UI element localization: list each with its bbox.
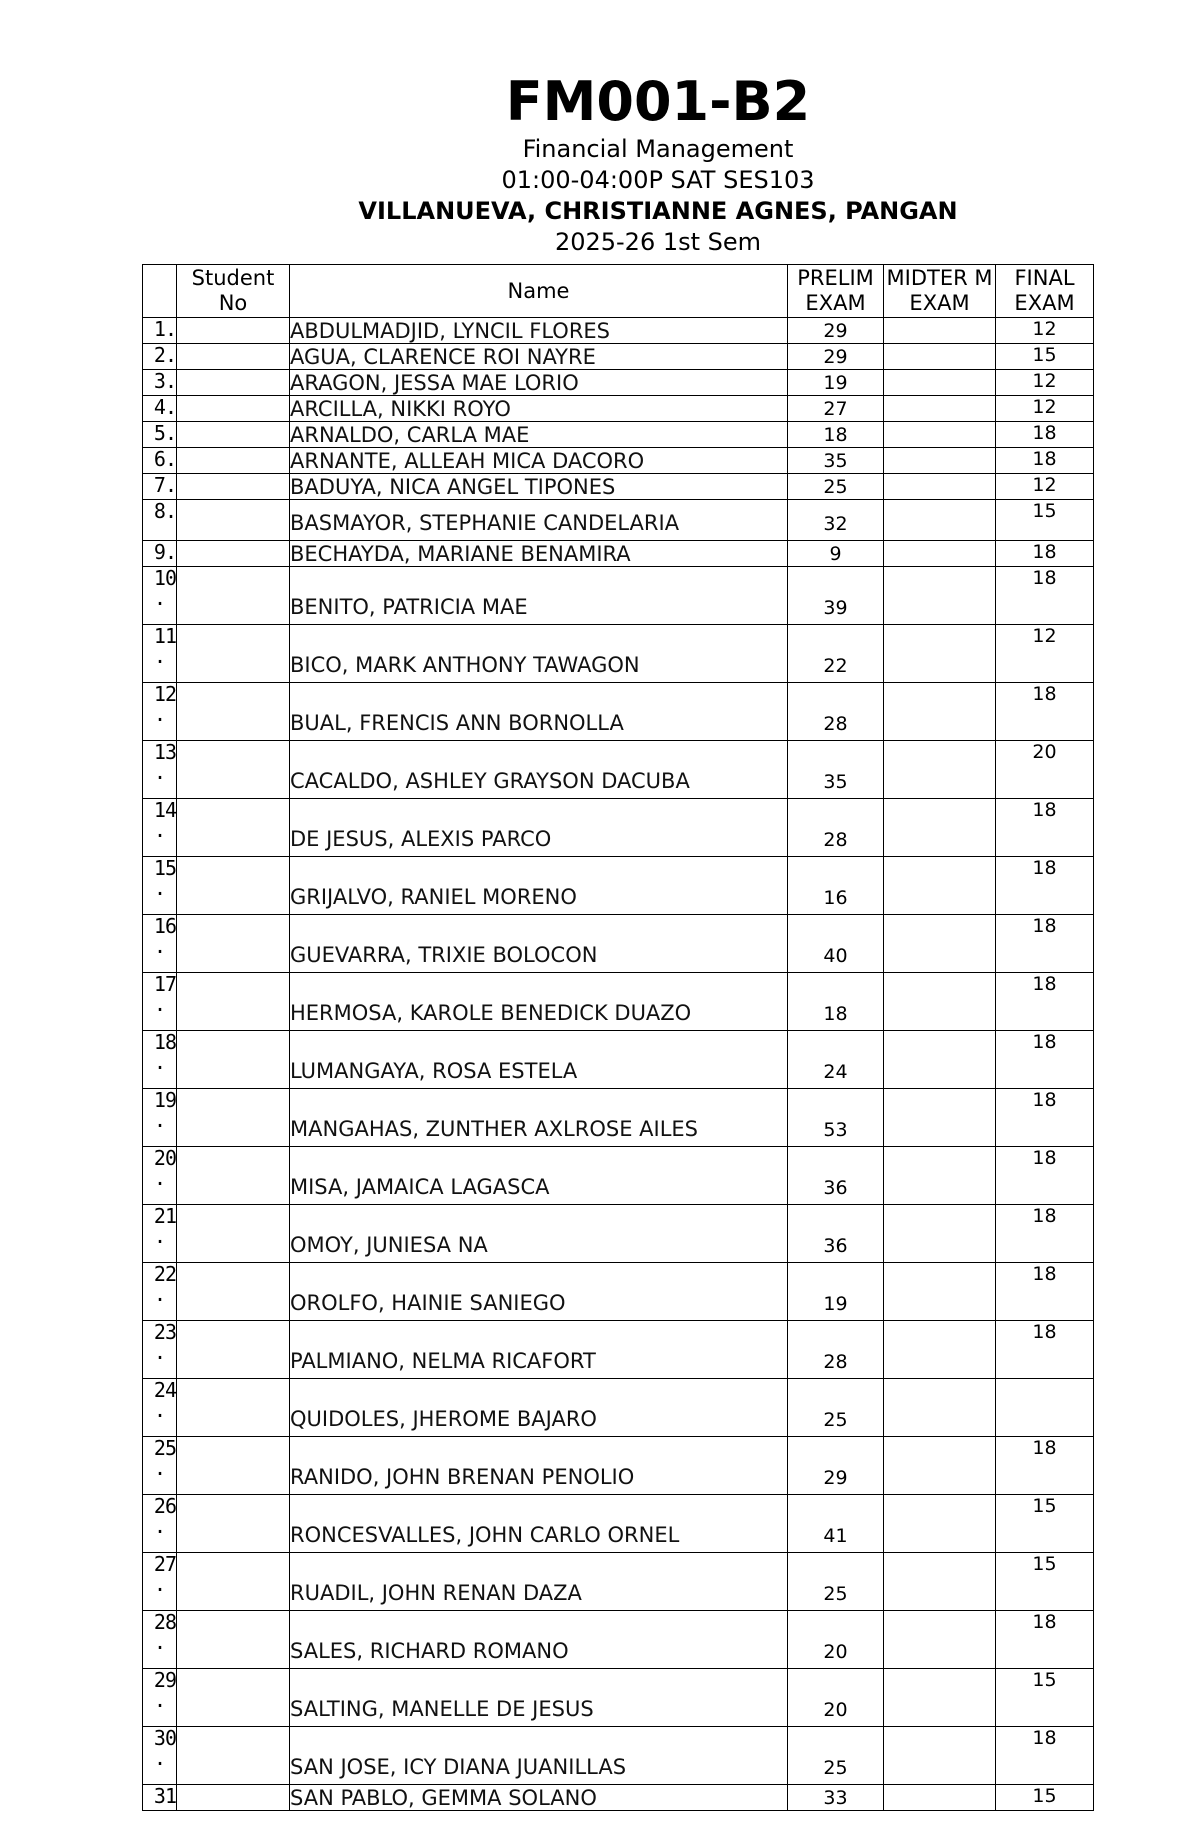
table-row [143, 1089, 1094, 1147]
student-no-cell [177, 422, 290, 448]
final-score: 18 [996, 799, 1094, 857]
final-score: 12 [996, 625, 1094, 683]
student-name: LUMANGAYA, ROSA ESTELA [290, 1031, 788, 1089]
course-title: Financial Management [522, 135, 794, 163]
table-row [143, 344, 1094, 370]
final-score: 18 [996, 915, 1094, 973]
row-number [143, 1263, 177, 1321]
midterm-score [884, 1089, 996, 1147]
row-number [143, 1437, 177, 1495]
table-row [143, 1669, 1094, 1727]
student-name: RUADIL, JOHN RENAN DAZA [290, 1553, 788, 1611]
final-score: 18 [996, 448, 1094, 474]
student-name: BICO, MARK ANTHONY TAWAGON [290, 625, 788, 683]
student-name: BADUYA, NICA ANGEL TIPONES [290, 474, 788, 500]
prelim-score: 25 [788, 1727, 884, 1785]
final-score: 18 [996, 1089, 1094, 1147]
row-number [143, 683, 177, 741]
student-no-cell [177, 1495, 290, 1553]
row-number-text: 2. [153, 343, 176, 367]
prelim-score: 28 [788, 1321, 884, 1379]
final-score: 12 [996, 318, 1094, 344]
row-number-text: 18 [153, 1030, 176, 1054]
row-number [143, 474, 177, 500]
table-row [143, 625, 1094, 683]
row-number [143, 1727, 177, 1785]
course-code: FM001-B2 [505, 70, 811, 133]
row-number-dot: . [153, 1398, 166, 1422]
row-number-dot: . [153, 934, 166, 958]
row-number-dot: . [153, 818, 166, 842]
table-row [143, 1321, 1094, 1379]
midterm-score [884, 1553, 996, 1611]
roster-body [143, 318, 1094, 1811]
midterm-score [884, 344, 996, 370]
row-number-text: 30 [153, 1726, 176, 1750]
prelim-score: 33 [788, 1785, 884, 1811]
table-row [143, 1727, 1094, 1785]
final-score: 15 [996, 500, 1094, 541]
prelim-score: 18 [788, 422, 884, 448]
row-number-text: 1. [153, 317, 176, 341]
table-row [143, 396, 1094, 422]
row-number-dot: . [153, 760, 166, 784]
col-header-student-no: Student No [177, 265, 290, 318]
document-header [0, 70, 1200, 258]
student-name: RONCESVALLES, JOHN CARLO ORNEL [290, 1495, 788, 1553]
row-number-dot: . [153, 876, 166, 900]
final-score: 18 [996, 567, 1094, 625]
table-row [143, 1495, 1094, 1553]
row-number-dot: . [153, 702, 166, 726]
row-number-dot: . [153, 1050, 166, 1074]
row-number [143, 1031, 177, 1089]
row-number-text: 9. [153, 540, 176, 564]
academic-term: 2025-26 1st Sem [554, 228, 762, 256]
table-row [143, 1263, 1094, 1321]
student-no-cell [177, 625, 290, 683]
student-name: ARNANTE, ALLEAH MICA DACORO [290, 448, 788, 474]
row-number-dot: . [153, 1340, 166, 1364]
table-row [143, 1785, 1094, 1811]
table-row [143, 1147, 1094, 1205]
table-row [143, 857, 1094, 915]
row-number-text: 20 [153, 1146, 176, 1170]
midterm-score [884, 1495, 996, 1553]
row-number-dot: . [153, 1630, 166, 1654]
row-number-text: 27 [153, 1552, 176, 1576]
prelim-score: 20 [788, 1669, 884, 1727]
table-row [143, 1437, 1094, 1495]
midterm-score [884, 541, 996, 567]
final-score: 15 [996, 344, 1094, 370]
prelim-score: 53 [788, 1089, 884, 1147]
final-score: 18 [996, 857, 1094, 915]
midterm-score [884, 1263, 996, 1321]
row-number [143, 500, 177, 541]
final-score: 18 [996, 422, 1094, 448]
row-number-dot: . [153, 1572, 166, 1596]
table-row [143, 741, 1094, 799]
prelim-score: 39 [788, 567, 884, 625]
student-no-cell [177, 915, 290, 973]
student-name: ABDULMADJID, LYNCIL FLORES [290, 318, 788, 344]
midterm-score [884, 799, 996, 857]
final-score [996, 1379, 1094, 1437]
prelim-score: 35 [788, 741, 884, 799]
student-name: BUAL, FRENCIS ANN BORNOLLA [290, 683, 788, 741]
row-number [143, 1147, 177, 1205]
final-score: 18 [996, 1031, 1094, 1089]
prelim-score: 22 [788, 625, 884, 683]
row-number [143, 541, 177, 567]
row-number [143, 1089, 177, 1147]
student-name: BENITO, PATRICIA MAE [290, 567, 788, 625]
final-score: 15 [996, 1785, 1094, 1811]
row-number-text: 23 [153, 1320, 176, 1344]
row-number [143, 1553, 177, 1611]
student-no-cell [177, 318, 290, 344]
table-row [143, 370, 1094, 396]
student-no-cell [177, 1089, 290, 1147]
table-row [143, 1611, 1094, 1669]
col-header-prelim: PRELIM EXAM [788, 265, 884, 318]
prelim-score: 36 [788, 1205, 884, 1263]
table-row [143, 973, 1094, 1031]
table-row [143, 1379, 1094, 1437]
student-no-cell [177, 448, 290, 474]
final-score: 12 [996, 474, 1094, 500]
row-number-text: 25 [153, 1436, 176, 1460]
prelim-score: 27 [788, 396, 884, 422]
midterm-score [884, 1727, 996, 1785]
student-no-cell [177, 567, 290, 625]
row-number-text: 21 [153, 1204, 176, 1228]
row-number-text: 3. [153, 369, 176, 393]
student-name: QUIDOLES, JHEROME BAJARO [290, 1379, 788, 1437]
student-name: GRIJALVO, RANIEL MORENO [290, 857, 788, 915]
midterm-score [884, 1611, 996, 1669]
student-name: SALES, RICHARD ROMANO [290, 1611, 788, 1669]
final-score: 18 [996, 1437, 1094, 1495]
table-row [143, 448, 1094, 474]
final-score: 18 [996, 541, 1094, 567]
row-number-text: 6. [153, 447, 176, 471]
table-row [143, 500, 1094, 541]
prelim-score: 29 [788, 318, 884, 344]
final-score: 12 [996, 370, 1094, 396]
student-name: AGUA, CLARENCE ROI NAYRE [290, 344, 788, 370]
row-number-text: 7. [153, 473, 176, 497]
student-no-cell [177, 1379, 290, 1437]
midterm-score [884, 1437, 996, 1495]
row-number-dot: . [153, 1224, 166, 1248]
prelim-score: 32 [788, 500, 884, 541]
midterm-score [884, 500, 996, 541]
student-name: PALMIANO, NELMA RICAFORT [290, 1321, 788, 1379]
table-row [143, 915, 1094, 973]
row-number-dot: . [153, 1282, 166, 1306]
midterm-score [884, 915, 996, 973]
student-name: BASMAYOR, STEPHANIE CANDELARIA [290, 500, 788, 541]
row-number [143, 973, 177, 1031]
row-number [143, 741, 177, 799]
midterm-score [884, 567, 996, 625]
student-no-cell [177, 741, 290, 799]
final-score: 20 [996, 741, 1094, 799]
row-number [143, 625, 177, 683]
table-row [143, 683, 1094, 741]
table-row [143, 1553, 1094, 1611]
student-no-cell [177, 1263, 290, 1321]
student-no-cell [177, 1205, 290, 1263]
row-number [143, 857, 177, 915]
student-name: SAN PABLO, GEMMA SOLANO [290, 1785, 788, 1811]
student-no-cell [177, 1785, 290, 1811]
student-no-cell [177, 1611, 290, 1669]
row-number [143, 396, 177, 422]
student-name: CACALDO, ASHLEY GRAYSON DACUBA [290, 741, 788, 799]
prelim-score: 9 [788, 541, 884, 567]
prelim-score: 25 [788, 1379, 884, 1437]
row-number [143, 1785, 177, 1811]
prelim-score: 25 [788, 474, 884, 500]
student-no-cell [177, 1321, 290, 1379]
student-no-cell [177, 683, 290, 741]
row-number [143, 1611, 177, 1669]
final-score: 15 [996, 1495, 1094, 1553]
row-number [143, 1321, 177, 1379]
row-number-text: 4. [153, 395, 176, 419]
row-number [143, 318, 177, 344]
midterm-score [884, 1031, 996, 1089]
prelim-score: 29 [788, 1437, 884, 1495]
midterm-score [884, 1785, 996, 1811]
midterm-score [884, 1321, 996, 1379]
row-number-dot: . [153, 1514, 166, 1538]
final-score: 18 [996, 1147, 1094, 1205]
row-number-dot: . [153, 586, 166, 610]
student-name: DE JESUS, ALEXIS PARCO [290, 799, 788, 857]
instructor-name: VILLANUEVA, CHRISTIANNE AGNES, PANGAN [358, 197, 958, 225]
table-row [143, 1205, 1094, 1263]
row-number-text: 14 [153, 798, 176, 822]
table-row [143, 541, 1094, 567]
row-number-text: 5. [153, 421, 176, 445]
row-number-text: 31 [153, 1784, 176, 1808]
student-name: RANIDO, JOHN BRENAN PENOLIO [290, 1437, 788, 1495]
student-name: OMOY, JUNIESA NA [290, 1205, 788, 1263]
student-no-cell [177, 474, 290, 500]
midterm-score [884, 474, 996, 500]
row-number-text: 19 [153, 1088, 176, 1112]
final-score: 18 [996, 1727, 1094, 1785]
midterm-score [884, 448, 996, 474]
row-number-text: 17 [153, 972, 176, 996]
row-number-text: 26 [153, 1494, 176, 1518]
row-number-dot: . [153, 1166, 166, 1190]
table-row [143, 474, 1094, 500]
table-row [143, 422, 1094, 448]
prelim-score: 41 [788, 1495, 884, 1553]
prelim-score: 16 [788, 857, 884, 915]
student-no-cell [177, 857, 290, 915]
final-score: 18 [996, 973, 1094, 1031]
col-header-final: FINAL EXAM [996, 265, 1094, 318]
midterm-score [884, 683, 996, 741]
midterm-score [884, 741, 996, 799]
final-score: 18 [996, 1205, 1094, 1263]
midterm-score [884, 625, 996, 683]
prelim-score: 28 [788, 799, 884, 857]
row-number-text: 10 [153, 566, 176, 590]
midterm-score [884, 857, 996, 915]
student-no-cell [177, 1437, 290, 1495]
student-no-cell [177, 1031, 290, 1089]
midterm-score [884, 370, 996, 396]
row-number [143, 915, 177, 973]
row-number [143, 799, 177, 857]
student-name: ARAGON, JESSA MAE LORIO [290, 370, 788, 396]
student-no-cell [177, 1147, 290, 1205]
row-number-dot: . [153, 1108, 166, 1132]
prelim-score: 19 [788, 1263, 884, 1321]
student-name: MANGAHAS, ZUNTHER AXLROSE AILES [290, 1089, 788, 1147]
col-header-number [143, 265, 177, 318]
final-score: 18 [996, 1611, 1094, 1669]
student-name: MISA, JAMAICA LAGASCA [290, 1147, 788, 1205]
final-score: 18 [996, 683, 1094, 741]
row-number-text: 8. [153, 499, 176, 523]
row-number-text: 12 [153, 682, 176, 706]
row-number-dot: . [153, 1688, 166, 1712]
midterm-score [884, 422, 996, 448]
student-no-cell [177, 541, 290, 567]
prelim-score: 40 [788, 915, 884, 973]
prelim-score: 19 [788, 370, 884, 396]
row-number [143, 1669, 177, 1727]
row-number [143, 567, 177, 625]
row-number-dot: . [153, 644, 166, 668]
table-row [143, 799, 1094, 857]
row-number [143, 448, 177, 474]
grade-roster-table [142, 264, 1094, 1811]
student-no-cell [177, 370, 290, 396]
student-name: OROLFO, HAINIE SANIEGO [290, 1263, 788, 1321]
row-number-text: 24 [153, 1378, 176, 1402]
prelim-score: 20 [788, 1611, 884, 1669]
student-name: SALTING, MANELLE DE JESUS [290, 1669, 788, 1727]
prelim-score: 18 [788, 973, 884, 1031]
final-score: 15 [996, 1553, 1094, 1611]
row-number-text: 15 [153, 856, 176, 880]
prelim-score: 35 [788, 448, 884, 474]
row-number-text: 22 [153, 1262, 176, 1286]
table-row [143, 1031, 1094, 1089]
student-name: SAN JOSE, ICY DIANA JUANILLAS [290, 1727, 788, 1785]
student-name: HERMOSA, KAROLE BENEDICK DUAZO [290, 973, 788, 1031]
row-number [143, 370, 177, 396]
midterm-score [884, 1379, 996, 1437]
prelim-score: 28 [788, 683, 884, 741]
table-header-row [143, 265, 1094, 318]
prelim-score: 24 [788, 1031, 884, 1089]
student-name: GUEVARRA, TRIXIE BOLOCON [290, 915, 788, 973]
midterm-score [884, 1147, 996, 1205]
row-number-text: 29 [153, 1668, 176, 1692]
student-name: ARCILLA, NIKKI ROYO [290, 396, 788, 422]
prelim-score: 29 [788, 344, 884, 370]
prelim-score: 25 [788, 1553, 884, 1611]
row-number-dot: . [153, 992, 166, 1016]
student-no-cell [177, 1669, 290, 1727]
student-no-cell [177, 500, 290, 541]
row-number-text: 13 [153, 740, 176, 764]
midterm-score [884, 1205, 996, 1263]
student-no-cell [177, 1553, 290, 1611]
col-header-name: Name [290, 265, 788, 318]
final-score: 15 [996, 1669, 1094, 1727]
row-number-dot: . [153, 1456, 166, 1480]
student-no-cell [177, 973, 290, 1031]
student-no-cell [177, 344, 290, 370]
student-no-cell [177, 1727, 290, 1785]
class-schedule: 01:00-04:00P SAT SES103 [501, 166, 815, 194]
row-number-text: 16 [153, 914, 176, 938]
midterm-score [884, 396, 996, 422]
student-name: BECHAYDA, MARIANE BENAMIRA [290, 541, 788, 567]
table-row [143, 318, 1094, 344]
table-row [143, 567, 1094, 625]
row-number [143, 344, 177, 370]
row-number [143, 1495, 177, 1553]
final-score: 12 [996, 396, 1094, 422]
student-name: ARNALDO, CARLA MAE [290, 422, 788, 448]
col-header-midterm: MIDTER M EXAM [884, 265, 996, 318]
row-number-dot: . [153, 1746, 166, 1770]
row-number [143, 1379, 177, 1437]
student-no-cell [177, 799, 290, 857]
row-number-text: 11 [153, 624, 176, 648]
midterm-score [884, 1669, 996, 1727]
final-score: 18 [996, 1263, 1094, 1321]
midterm-score [884, 318, 996, 344]
row-number-text: 28 [153, 1610, 176, 1634]
student-no-cell [177, 396, 290, 422]
prelim-score: 36 [788, 1147, 884, 1205]
final-score: 18 [996, 1321, 1094, 1379]
midterm-score [884, 973, 996, 1031]
row-number [143, 1205, 177, 1263]
row-number [143, 422, 177, 448]
